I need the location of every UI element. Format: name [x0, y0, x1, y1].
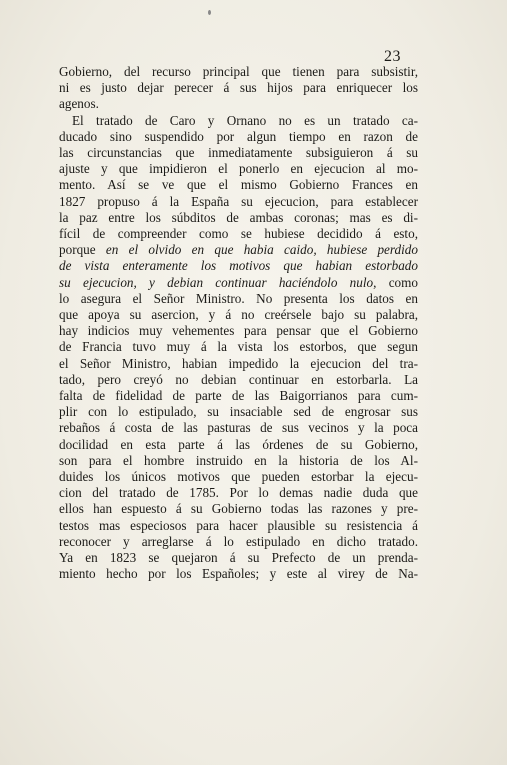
text-line	[59, 258, 418, 274]
text-segment: la paz entre los súbditos de ambas coronas; mas es di-	[59, 209, 418, 225]
ink-speck	[208, 10, 211, 15]
text-line	[59, 275, 418, 291]
text-line	[59, 566, 418, 582]
text-segment: El tratado de Caro y Ornano no es un tratado ca-	[72, 112, 418, 128]
text-segment: son para el hombre instruido en la historia de los Al-	[59, 452, 418, 468]
italic-text: su ejecucion, y debian continuar haciéndolo nulo	[59, 274, 374, 290]
text-segment: cion del tratado de 1785. Por lo demas nadie duda que	[59, 485, 418, 501]
text-segment: ellos han espuesto á su Gobierno todas las razones y pre-	[59, 501, 418, 517]
text-line	[59, 420, 418, 436]
text-segment: tado, pero creyó no debian continuar en estorbarla. La	[59, 371, 418, 387]
text-segment: mento. Así se ve que el mismo Gobierno Frances en	[59, 177, 418, 193]
text-line	[59, 518, 418, 534]
text-segment: ni es justo dejar perecer á sus hijos para enriquecer los	[59, 80, 418, 96]
text-segment: Gobierno, del recurso principal que tienen para subsistir,	[59, 64, 418, 79]
italic-text: de vista enteramente los motivos que habian estorbado	[59, 258, 418, 274]
text-segment: 1827 propuso á la España su ejecucion, para establecer	[59, 193, 418, 209]
text-segment: , como	[373, 274, 418, 290]
text-line	[59, 161, 418, 177]
text-segment: Ya en 1823 se quejaron á su Prefecto de un prenda-	[59, 550, 418, 566]
text-segment: testos mas especiosos para hacer plausible su resistencia á	[59, 517, 418, 533]
text-segment: ducado sino suspendido por algun tiempo en razon de	[59, 128, 418, 144]
text-segment: lo asegura el Señor Ministro. No presenta los datos en	[59, 290, 418, 306]
text-segment: el Señor Ministro, habian impedido la ejecucion del tra-	[59, 355, 418, 371]
text-line	[59, 485, 418, 501]
italic-text: en el olvido en que habia caido, hubiese perdido	[105, 242, 418, 258]
text-line	[59, 194, 418, 210]
text-line	[59, 388, 418, 404]
text-line	[59, 404, 418, 420]
text-segment: las circunstancias que inmediatamente subsiguieron á su	[59, 145, 418, 161]
text-line	[59, 534, 418, 550]
text-line	[59, 129, 418, 145]
text-segment: ajuste y que impidieron el ponerlo en ejecucion al mo-	[59, 161, 418, 177]
text-segment: fícil de compreender como se hubiese decidido á esto,	[59, 226, 418, 242]
text-segment: que apoya su asercion, y á no creérsele bajo su palabra,	[59, 307, 418, 323]
text-segment: miento hecho por los Españoles; y este al virey de Na-	[59, 566, 418, 582]
text-line	[59, 453, 418, 469]
text-segment: de Francia tuvo muy á la vista los estorbos, que segun	[59, 339, 418, 355]
text-line	[59, 356, 418, 372]
text-line	[59, 96, 418, 112]
text-segment: rebaños á costa de las pasturas de sus vecinos y la poca	[59, 420, 418, 436]
text-line	[59, 177, 418, 193]
text-line	[59, 501, 418, 517]
text-line	[59, 242, 418, 258]
text-line	[59, 339, 418, 355]
text-segment: docilidad en esta parte á las órdenes de su Gobierno,	[59, 436, 418, 452]
text-line	[59, 550, 418, 566]
text-line	[59, 226, 418, 242]
text-line	[59, 145, 418, 161]
text-segment: hay indicios muy vehementes para pensar que el Gobierno	[59, 323, 418, 339]
page-number: 23	[384, 48, 401, 65]
text-line	[59, 469, 418, 485]
text-segment: plir con lo estipulado, su insaciable sed de engrosar sus	[59, 404, 418, 420]
text-line	[59, 210, 418, 226]
text-segment: falta de fidelidad de parte de las Baigorrianos para cum-	[59, 388, 418, 404]
text-line	[59, 437, 418, 453]
text-line	[59, 80, 418, 96]
text-line	[59, 372, 418, 388]
text-segment: agenos.	[59, 96, 99, 112]
text-segment: porque	[59, 242, 106, 258]
text-line	[59, 323, 418, 339]
text-line	[59, 291, 418, 307]
text-segment: duides los únicos motivos que pueden estorbar la ejecu-	[59, 469, 418, 485]
text-line	[59, 113, 418, 129]
text-line	[59, 64, 418, 80]
text-segment: reconocer y arreglarse á lo estipulado en dicho tratado.	[59, 533, 418, 549]
body-text	[59, 64, 418, 583]
text-line	[59, 307, 418, 323]
